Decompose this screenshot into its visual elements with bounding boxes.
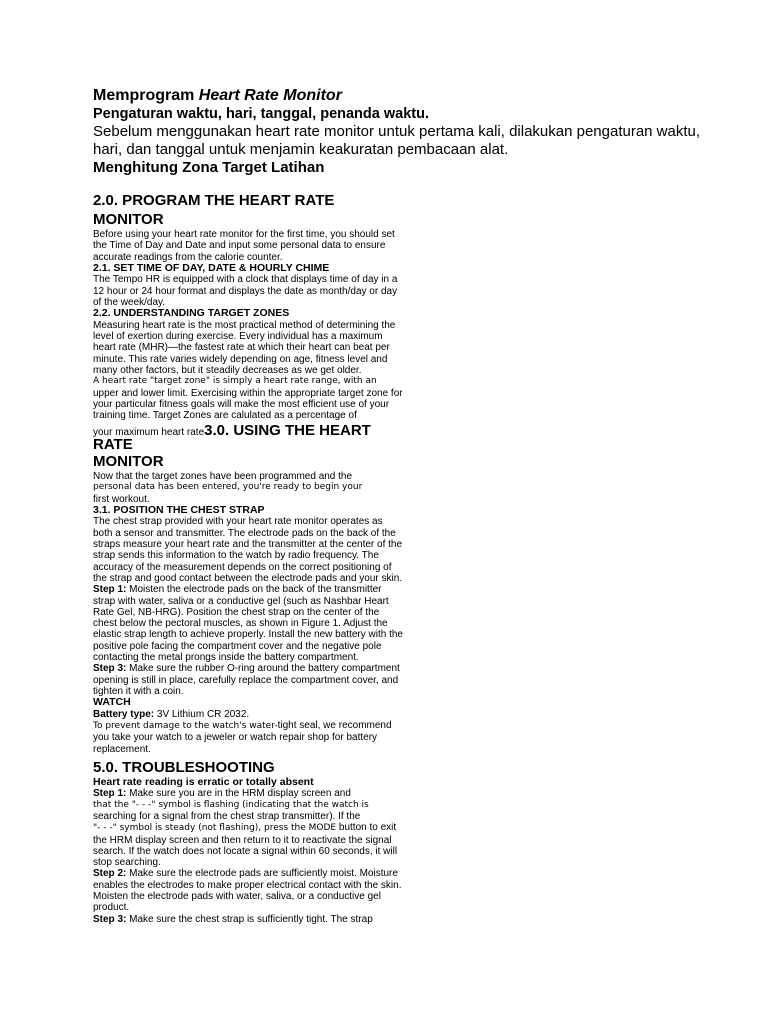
section-2-1-text: The Tempo HR is equipped with a clock that displays time of day in a 12 hour or 24 hour format and displays the date as month/day or day of the week/day. — [93, 274, 398, 308]
step-3-paragraph — [93, 663, 403, 697]
section-3-heading-b: MONITOR — [93, 453, 164, 471]
section-3-1-heading: 3.1. POSITION THE CHEST STRAP — [93, 503, 265, 516]
ts-step-1-line-a — [93, 788, 403, 799]
section-3-text-a: Now that the target zones have been programmed and the — [93, 471, 353, 483]
prevent-text-b: tight seal, we recommend you take your watch to a jeweler or watch repair shop for battery replacement. — [93, 719, 392, 755]
watch-heading: WATCH — [93, 696, 131, 709]
ts-step-3-paragraph — [93, 914, 403, 925]
section-3-text-b: personal data has been entered, you're ready to begin your — [93, 482, 363, 493]
section-2-2-text-d-line — [93, 422, 403, 453]
ts-step-3-label: Step 3: — [93, 913, 127, 925]
ts-step-1-label: Step 1: — [93, 788, 127, 800]
lead-paragraph: Sebelum menggunakan heart rate monitor untuk pertama kali, dilakukan pengaturan waktu, hari, dan tanggal untuk menjamin keakuratan pembacaan alat. — [93, 123, 701, 158]
section-2-heading: 2.0. PROGRAM THE HEART RATE MONITOR — [93, 192, 335, 228]
section-2-1-heading: 2.1. SET TIME OF DAY, DATE & HOURLY CHIME — [93, 261, 330, 274]
section-2-text: Before using your heart rate monitor for the first time, you should set the Time of Day and Date and input some personal data to ensure accurate readings from the calorie counter. — [93, 229, 395, 263]
ts-step-1-line-d — [93, 822, 403, 868]
ts-step-1-text-d: "- - -" symbol is steady (not flashing), press the MODE — [93, 823, 337, 834]
ts-step-2-paragraph — [93, 868, 403, 913]
zona-heading: Menghitung Zona Target Latihan — [93, 159, 325, 176]
step-3-text: Make sure the rubber O-ring around the battery compartment opening is still in place, carefully replace the compartment cover, and tighten it with a coin. — [93, 663, 400, 697]
document-page — [93, 86, 733, 925]
step-1-label: Step 1: — [93, 584, 127, 596]
ts-step-1-line-c: searching for a signal from the chest strap transmitter). If the — [93, 810, 361, 822]
section-5-heading: 5.0. TROUBLESHOOTING — [93, 758, 275, 776]
title-italic: Heart Rate Monitor — [198, 87, 342, 104]
section-2-2-text-c: upper and lower limit. Exercising within the appropriate target zone for your particular fitness goals will make the most efficient use of your training time. Target Zones are calulated as a percentage of — [93, 387, 403, 422]
section-5-sub: Heart rate reading is erratic or totally absent — [93, 775, 314, 788]
section-3-text-c: first workout. — [93, 493, 150, 505]
prevent-paragraph — [93, 720, 403, 755]
english-column — [93, 191, 403, 925]
ts-step-2-label: Step 2: — [93, 868, 127, 880]
battery-label: Battery type: — [93, 708, 155, 720]
section-2-2-heading: 2.2. UNDERSTANDING TARGET ZONES — [93, 307, 290, 320]
prevent-text-a: To prevent damage to the watch's water- — [93, 720, 278, 731]
section-3-heading-a: 3.0. USING THE HEART RATE — [93, 422, 371, 453]
step-1-paragraph — [93, 584, 403, 663]
ts-step-1-text-e: button to exit the HRM display screen and then return to it to reactivate the signal search. If the watch does not locate a signal within 60 seconds, it will stop searching. — [93, 822, 398, 869]
subtitle: Pengaturan waktu, hari, tanggal, penanda waktu. — [93, 106, 429, 122]
battery-text: 3V Lithium CR 2032. — [154, 708, 250, 720]
step-1-text: Moisten the electrode pads on the back of the transmitter strap with water, saliva or a conductive gel (such as Nashbar Heart Rate Gel, NB-HRG). Position the chest strap on the center of the chest below the pectoral muscles, as shown in Figure 1. Adjust the elastic strap length to achieve properly. Install the new battery with the positive pole facing the compartment cover and the negative pole contacting the metal prongs inside the battery compartment. — [93, 584, 403, 663]
section-2-2-text-d: your maximum heart rate — [93, 427, 205, 439]
title-plain: Memprogram — [93, 87, 199, 104]
section-3-1-text: The chest strap provided with your heart rate monitor operates as both a sensor and transmitter. The electrode pads on the back of the straps measure your heart rate and the transmitter at the center of the strap sends this information to the watch by radio frequency. The accuracy of the measurement depends on the correct positioning of the strap and good contact between the electrode pads and your skin. — [93, 516, 403, 584]
ts-step-3-text: Make sure the chest strap is sufficiently tight. The strap — [126, 913, 373, 925]
ts-step-1-text-a: Make sure you are in the HRM display screen and — [126, 788, 351, 800]
ts-step-1-line-b: that the "- - -" symbol is flashing (indicating that the watch is — [93, 799, 369, 810]
section-2-2-text-b: A heart rate "target zone" is simply a heart rate range, with an — [93, 376, 377, 387]
ts-step-2-text: Make sure the electrode pads are sufficiently moist. Moisture enables the electrodes to make proper electrical contact with the skin. Moisten the electrode pads with water, saliva, or a conductive gel product. — [93, 868, 402, 914]
battery-line — [93, 709, 403, 720]
section-2-2-text: Measuring heart rate is the most practical method of determining the level of exertion during exercise. Every individual has a maximum heart rate (MHR)—the fastest rate at which their heart can beat per minute. This rate varies widely depending on age, fitness level and many other factors, but it steadily decreases as we get older. — [93, 319, 396, 376]
step-3-label: Step 3: — [93, 663, 127, 675]
document-title — [93, 86, 733, 105]
